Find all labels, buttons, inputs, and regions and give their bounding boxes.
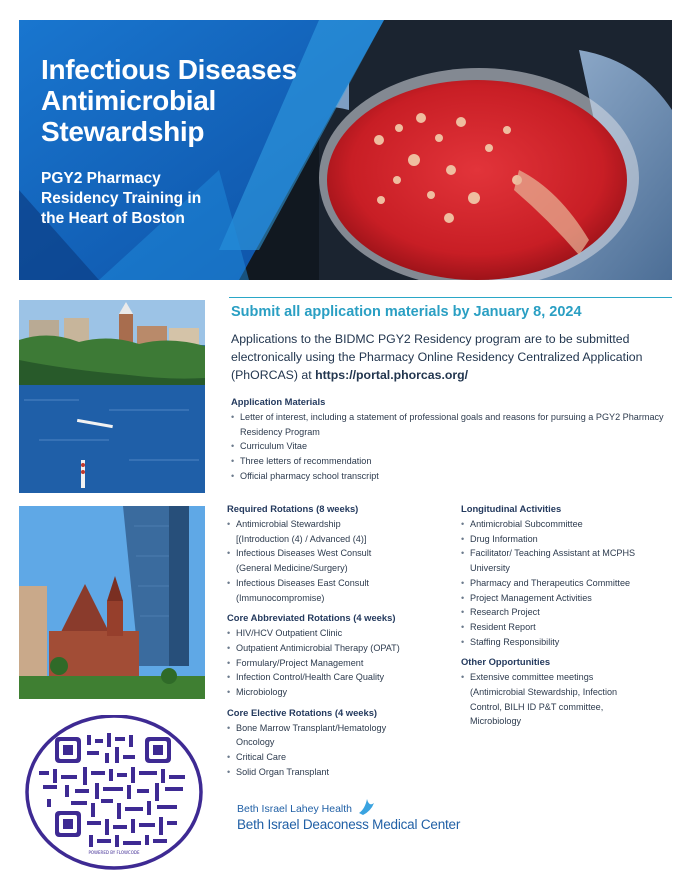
list-item: • Solid Organ Transplant — [227, 765, 447, 780]
hero-banner — [19, 20, 672, 280]
list-item: • HIV/HCV Outpatient Clinic — [227, 626, 447, 641]
section-heading: Application Materials — [231, 396, 326, 407]
hero-subtitle-line: Residency Training in — [41, 190, 202, 207]
application-materials-list — [231, 410, 671, 484]
qr-caption: POWERED BY FLOWCODE — [88, 850, 140, 855]
list-item: • Antimicrobial Stewardship [(Introduction (4) / Advanced (4)] — [227, 517, 376, 546]
list-item: • Bone Marrow Transplant/Hematology Oncology — [227, 721, 416, 750]
logo-line-1 — [237, 803, 460, 815]
core-elective-list — [227, 721, 447, 780]
application-intro — [231, 330, 671, 384]
section-heading: Other Opportunities — [461, 656, 551, 668]
list-item: • Letter of interest, including a statement of professional goals and reasons for pursuing a PGY2 Pharmacy Residency Program — [231, 410, 671, 439]
list-item: • Outpatient Antimicrobial Therapy (OPAT) — [227, 641, 447, 656]
list-item: • Resident Report — [461, 620, 671, 635]
list-item: • Three letters of recommendation — [231, 454, 671, 469]
hero-subtitle-line: PGY2 Pharmacy — [41, 170, 161, 187]
core-abbreviated-list — [227, 626, 447, 700]
bidmc-logo — [237, 803, 460, 832]
section-heading: Longitudinal Activities — [461, 503, 562, 514]
hero-title-line: Antimicrobial — [41, 85, 217, 116]
spacer — [461, 649, 671, 656]
list-item: • Extensive committee meetings (Antimicrobial Stewardship, Infection Control, BILH ID P&T committee, Microbiology — [461, 670, 620, 729]
list-item: • Infectious Diseases West Consult (General Medicine/Surgery) — [227, 546, 396, 575]
list-item: • Infectious Diseases East Consult (Immunocompromise) — [227, 576, 386, 605]
list-item: • Drug Information — [461, 532, 671, 547]
list-item: • Microbiology — [227, 685, 447, 700]
application-materials-section — [231, 396, 671, 484]
spacer — [227, 700, 447, 707]
hero-title — [41, 54, 297, 147]
list-item: • Pharmacy and Therapeutics Committee — [461, 576, 671, 591]
list-item: • Official pharmacy school transcript — [231, 469, 671, 484]
boston-copley-square-photo — [19, 506, 205, 699]
hero-title-line: Stewardship — [41, 116, 205, 147]
list-item: • Infection Control/Health Care Quality — [227, 670, 447, 685]
hero-title-line: Infectious Diseases — [41, 54, 297, 85]
section-heading: Core Abbreviated Rotations (4 weeks) — [227, 612, 396, 624]
list-item: • Facilitator/ Teaching Assistant at MCPHS University — [461, 546, 671, 575]
section-heading: Core Elective Rotations (4 weeks) — [227, 706, 378, 718]
list-item: • Project Management Activities — [461, 591, 671, 606]
activities-column — [461, 503, 671, 729]
list-item: • Staffing Responsibility — [461, 635, 671, 650]
logo-lahey: Israel Lahey Health — [258, 803, 352, 815]
qr-code[interactable] — [25, 715, 203, 870]
hero-subtitle — [41, 169, 297, 229]
list-item: • Antimicrobial Subcommittee — [461, 517, 671, 532]
hero-subtitle-line: the Heart of Boston — [41, 210, 185, 227]
intro-text: Applications to the BIDMC PGY2 Residency program are to be submitted electronically using the Pharmacy Online Residency Centralized Application (PhORCAS) at — [231, 332, 643, 382]
other-opportunities-list — [461, 670, 671, 729]
list-item: • Formulary/Project Management — [227, 656, 447, 671]
accent-divider — [229, 297, 672, 298]
charles-river-photo — [19, 300, 205, 493]
required-rotations-list — [227, 517, 447, 605]
hero-text — [41, 54, 297, 229]
application-deadline: Submit all application materials by January 8, 2024 — [231, 304, 582, 320]
bird-icon — [357, 797, 375, 817]
logo-beth: Beth — [237, 803, 259, 815]
spacer — [227, 605, 447, 612]
list-item: • Curriculum Vitae — [231, 439, 671, 454]
list-item: • Research Project — [461, 605, 671, 620]
rotations-column — [227, 503, 447, 780]
list-item: • Critical Care — [227, 750, 447, 765]
longitudinal-list — [461, 517, 671, 649]
section-heading: Required Rotations (8 weeks) — [227, 503, 359, 514]
phorcas-link[interactable]: https://portal.phorcas.org/ — [315, 368, 469, 382]
logo-line-2: Beth Israel Deaconess Medical Center — [237, 817, 461, 832]
